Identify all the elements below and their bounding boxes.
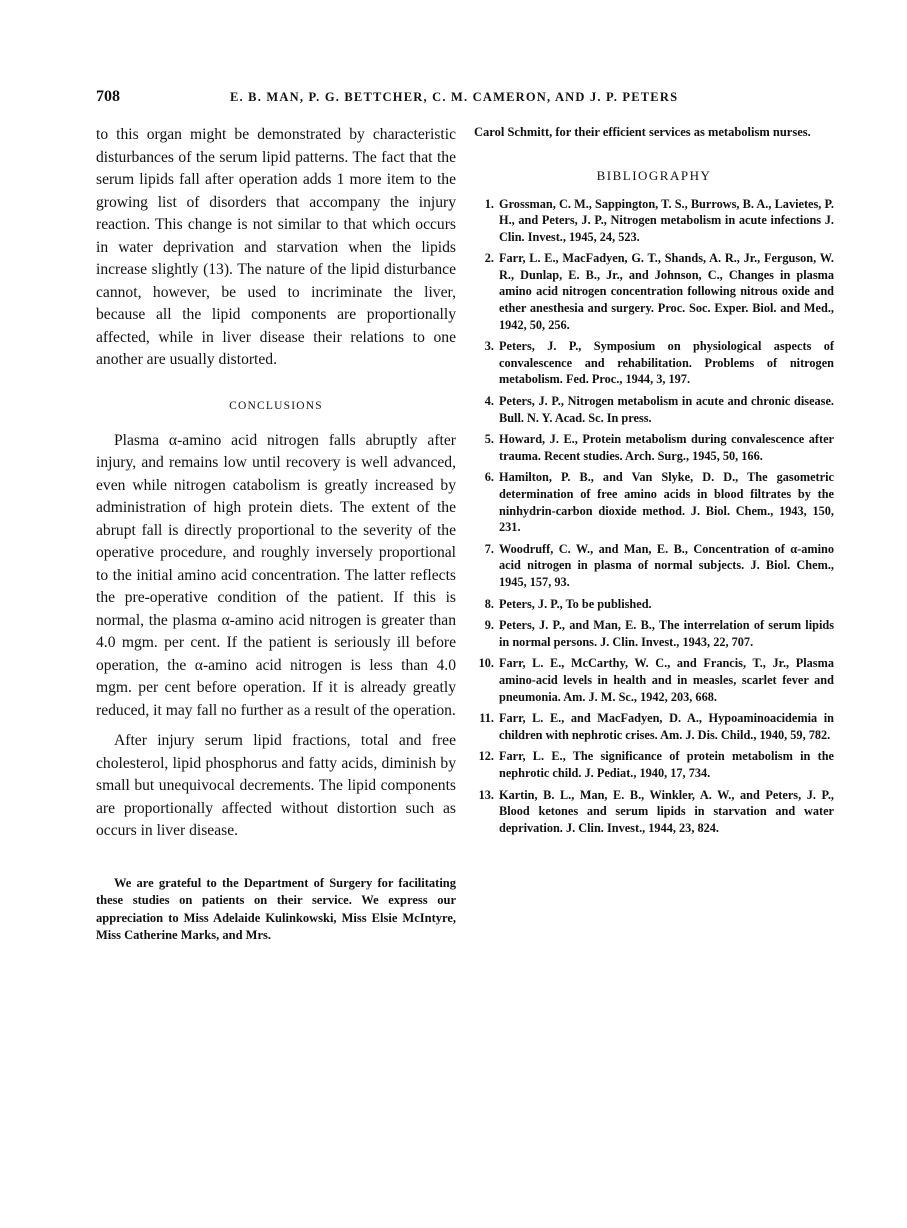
- reference-number: 7.: [484, 541, 494, 556]
- acknowledgment: We are grateful to the Department of Surgery for facilitating these studies on patients on their service. We express our appreciation to Miss Adelaide Kulinkowski, Miss Elsie McIntyre, Miss Catherine Marks, and Mrs.: [96, 875, 456, 942]
- right-column: [474, 124, 834, 841]
- reference-number: 10.: [478, 656, 494, 671]
- body-paragraph: to this organ might be demonstrated by characteristic disturbances of the serum lipid patterns. The fact that the serum lipids fall after operation adds 1 more item to the growing list of disorders that accompany the injury reaction. This change is not similar to that which occurs in water deprivation and starvation when the lipids increase slightly (13). The nature of the lipid disturbance cannot, however, be used to incriminate the liver, because all the lipid components are proportionally affected, while in liver disease their relations to one another are usually distorted.: [96, 126, 456, 368]
- reference-text: Hamilton, P. B., and Van Slyke, D. D., The gasometric determination of free amino acids in blood filtrates by the ninhydrin-carbon dioxide method. J. Biol. Chem., 1943, 150, 231.: [499, 470, 834, 535]
- reference-text: Woodruff, C. W., and Man, E. B., Concentration of α-amino acid nitrogen in plasma of normal subjects. J. Biol. Chem., 1945, 157, 93.: [499, 541, 834, 589]
- reference-text: Peters, J. P., Symposium on physiological aspects of convalescence and rehabilitation. Problems of nitrogen metabolism. Fed. Proc., 1944, 3, 197.: [499, 339, 834, 387]
- reference-item: [474, 196, 834, 246]
- conclusions-paragraph: After injury serum lipid fractions, total and free cholesterol, lipid phosphorus and fatty acids, diminish by small but unequivocal decrements. The lipid components are proportionally affected without distortion such as occurs in liver disease.: [96, 732, 456, 839]
- reference-number: 2.: [484, 251, 494, 266]
- reference-text: Peters, J. P., Nitrogen metabolism in acute and chronic disease. Bull. N. Y. Acad. Sc. In press.: [499, 394, 834, 425]
- conclusions-paragraph: Plasma α-amino acid nitrogen falls abruptly after injury, and remains low until recovery is well advanced, even while nitrogen catabolism is greatly increased by administration of high protein diets. The extent of the abrupt fall is directly proportional to the severity of the operative procedure, and roughly inversely proportional to the initial amino acid concentration. The latter reflects the pre-operative condition of the patient. If this is normal, the plasma α-amino acid nitrogen is greater than 4.0 mgm. per cent. If the patient is seriously ill before operation, the α-amino acid nitrogen is less than 4.0 mgm. per cent before operation. If it is already greatly reduced, it may fall no further as a result of the operation.: [96, 431, 456, 719]
- reference-number: 12.: [478, 749, 494, 764]
- acknowledgment-continuation: Carol Schmitt, for their efficient services as metabolism nurses.: [474, 125, 811, 139]
- bibliography-heading: BIBLIOGRAPHY: [596, 167, 712, 183]
- left-column: [96, 124, 456, 945]
- reference-item: [474, 748, 834, 781]
- reference-item: [474, 250, 834, 333]
- reference-item: [474, 541, 834, 591]
- reference-text: Farr, L. E., McCarthy, W. C., and Francis, T., Jr., Plasma amino-acid levels in health and in measles, scarlet fever and pneumonia. Am. J. M. Sc., 1942, 203, 668.: [499, 656, 834, 704]
- bibliography-list: [474, 196, 834, 837]
- reference-item: [474, 596, 834, 613]
- reference-text: Grossman, C. M., Sappington, T. S., Burrows, B. A., Lavietes, P. H., and Peters, J. P., Nitrogen metabolism in acute infections J. Clin. Invest., 1945, 24, 523.: [499, 196, 834, 244]
- page-number: 708: [96, 88, 120, 105]
- reference-item: [474, 655, 834, 705]
- reference-item: [474, 617, 834, 650]
- reference-text: Peters, J. P., and Man, E. B., The interrelation of serum lipids in normal persons. J. Clin. Invest., 1943, 22, 707.: [499, 618, 834, 649]
- reference-text: Farr, L. E., and MacFadyen, D. A., Hypoaminoacidemia in children with nephrotic crises. Am. J. Dis. Child., 1940, 59, 782.: [499, 711, 834, 742]
- reference-number: 9.: [484, 618, 494, 633]
- reference-number: 13.: [478, 787, 494, 802]
- reference-item: [474, 338, 834, 388]
- reference-number: 8.: [484, 596, 494, 611]
- conclusions-heading: CONCLUSIONS: [229, 399, 323, 412]
- reference-item: [474, 393, 834, 426]
- reference-number: 3.: [484, 339, 494, 354]
- reference-item: [474, 787, 834, 837]
- reference-item: [474, 469, 834, 535]
- reference-text: Farr, L. E., MacFadyen, G. T., Shands, A. R., Jr., Ferguson, W. R., Dunlap, E. B., Jr., and Johnson, C., Changes in plasma amino acid nitrogen concentration following nitrous oxide and ether anesthesia and surgery. Proc. Soc. Exper. Biol. and Med., 1942, 50, 256.: [499, 251, 834, 332]
- reference-number: 6.: [484, 470, 494, 485]
- reference-text: Kartin, B. L., Man, E. B., Winkler, A. W., and Peters, J. P., Blood ketones and serum lipids in starvation and water deprivation. J. Clin. Invest., 1944, 23, 824.: [499, 787, 834, 835]
- reference-number: 5.: [484, 432, 494, 447]
- reference-text: Peters, J. P., To be published.: [499, 596, 652, 611]
- reference-number: 11.: [479, 711, 494, 726]
- reference-item: [474, 431, 834, 464]
- reference-number: 1.: [484, 196, 494, 211]
- reference-item: [474, 710, 834, 743]
- reference-text: Howard, J. E., Protein metabolism during convalescence after trauma. Recent studies. Arch. Surg., 1945, 50, 166.: [499, 432, 834, 463]
- reference-number: 4.: [484, 394, 494, 409]
- running-head-authors: E. B. MAN, P. G. BETTCHER, C. M. CAMERON, AND J. P. PETERS: [230, 90, 679, 104]
- reference-text: Farr, L. E., The significance of protein metabolism in the nephrotic child. J. Pediat., 1940, 17, 734.: [499, 749, 834, 780]
